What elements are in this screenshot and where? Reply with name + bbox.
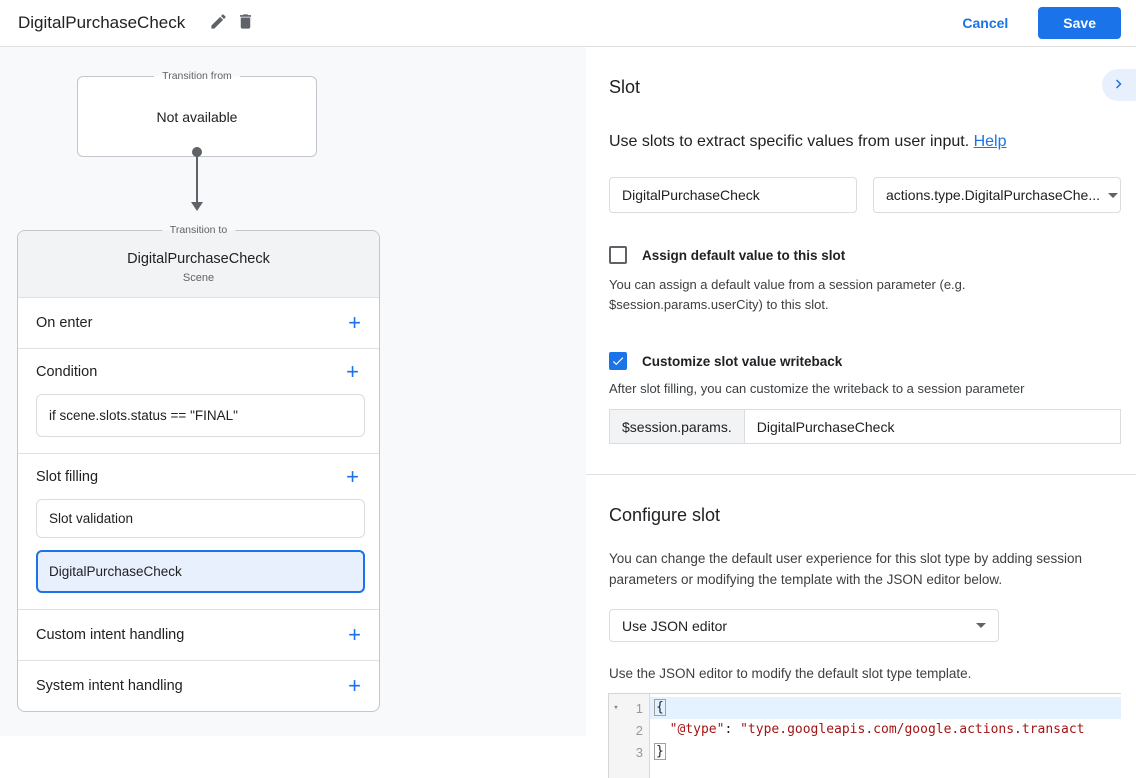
on-enter-label: On enter — [36, 315, 93, 331]
transition-from-label: Transition from — [154, 70, 240, 83]
scene-card-header[interactable] — [18, 231, 379, 298]
code-token: { — [656, 700, 664, 716]
code-line[interactable] — [650, 697, 1121, 719]
slot-name-input[interactable] — [609, 177, 857, 213]
slot-validation-item[interactable]: Slot validation — [36, 499, 365, 538]
transition-from-box — [77, 70, 317, 157]
scene-diagram-canvas — [0, 47, 586, 736]
writeback-row[interactable] — [609, 352, 1121, 370]
configure-slot-title: Configure slot — [609, 505, 721, 526]
panel-title: Slot — [609, 77, 641, 97]
slot-filling-section — [18, 454, 379, 610]
code-token-string: "type.googleapis.com/google.actions.transact — [740, 722, 1085, 738]
plus-icon: + — [346, 464, 359, 489]
on-enter-row[interactable] — [18, 298, 379, 349]
page-title: DigitalPurchaseCheck — [18, 13, 186, 32]
line-number: 2 — [635, 722, 643, 738]
scene-card — [17, 224, 380, 712]
help-link[interactable]: Help — [973, 133, 1007, 150]
code-token: } — [656, 744, 664, 760]
editor-mode-value: Use JSON editor — [622, 617, 728, 634]
trash-icon — [236, 12, 255, 34]
writeback-description: After slot filling, you can customize the writeback to a session parameter — [609, 381, 1025, 397]
scene-type-label: Scene — [182, 272, 215, 284]
line-number: 1 — [635, 700, 643, 716]
save-button[interactable]: Save — [1038, 7, 1121, 39]
transition-arrowhead-icon — [191, 202, 203, 211]
condition-label: Condition — [36, 364, 98, 380]
slot-panel — [586, 47, 1136, 760]
slot-type-value: actions.type.DigitalPurchaseChe... — [886, 187, 1100, 203]
transition-from-value: Not available — [156, 108, 238, 125]
chevron-right-icon — [1110, 75, 1128, 96]
scene-name: DigitalPurchaseCheck — [127, 251, 270, 267]
topbar — [0, 0, 1136, 47]
cancel-button[interactable]: Cancel — [962, 15, 1009, 31]
json-editor-hint: Use the JSON editor to modify the default slot type template. — [609, 666, 972, 682]
json-code-editor[interactable] — [608, 693, 1121, 778]
add-condition-button[interactable] — [340, 359, 365, 384]
writeback-label: Customize slot value writeback — [642, 353, 843, 369]
plus-icon: + — [348, 673, 361, 698]
edit-scene-button[interactable] — [205, 8, 232, 38]
writeback-checkbox[interactable] — [609, 352, 627, 370]
add-on-enter-button[interactable] — [342, 310, 367, 335]
code-token-string: "@type" — [669, 722, 725, 738]
slot-type-select[interactable] — [873, 177, 1121, 213]
assign-default-label: Assign default value to this slot — [642, 247, 846, 263]
dropdown-arrow-icon — [1108, 193, 1118, 198]
add-custom-intent-button[interactable] — [342, 622, 367, 647]
transition-arrow-line — [196, 152, 198, 202]
transition-to-label: Transition to — [162, 224, 235, 237]
code-line[interactable] — [650, 741, 1121, 763]
code-token: : — [724, 722, 741, 738]
pencil-icon — [209, 12, 228, 34]
checkmark-icon — [611, 354, 625, 368]
custom-intent-label: Custom intent handling — [36, 627, 185, 643]
editor-code-area[interactable] — [650, 694, 1121, 778]
writeback-param-field[interactable] — [609, 409, 1121, 444]
add-slot-button[interactable] — [340, 464, 365, 489]
line-number: 3 — [635, 744, 643, 760]
delete-scene-button[interactable] — [232, 8, 259, 38]
editor-mode-select[interactable] — [609, 609, 999, 642]
collapse-panel-button[interactable] — [1102, 69, 1136, 101]
slot-filling-label: Slot filling — [36, 469, 99, 485]
system-intent-label: System intent handling — [36, 678, 183, 694]
code-line[interactable] — [650, 719, 1121, 741]
session-params-prefix: $session.params. — [610, 410, 745, 443]
slot-intro-text: Use slots to extract specific values from user input. Help — [609, 133, 1007, 150]
condition-section — [18, 349, 379, 454]
condition-item[interactable]: if scene.slots.status == "FINAL" — [36, 394, 365, 437]
assign-default-checkbox[interactable] — [609, 246, 627, 264]
writeback-param-value[interactable]: DigitalPurchaseCheck — [756, 418, 895, 435]
add-system-intent-button[interactable] — [342, 673, 367, 698]
section-divider — [586, 474, 1136, 475]
configure-slot-description: You can change the default user experience for this slot type by adding session parameters or modifying the template with the JSON editor below. — [609, 551, 1083, 588]
selected-slot-item[interactable]: DigitalPurchaseCheck — [36, 550, 365, 593]
code-token — [654, 722, 670, 737]
fold-toggle-icon[interactable]: ▾ — [613, 703, 619, 714]
assign-default-row[interactable] — [609, 246, 1121, 264]
plus-icon: + — [348, 622, 361, 647]
assign-default-description: You can assign a default value from a session parameter (e.g. $session.params.userCity) to this slot. — [609, 277, 966, 313]
plus-icon: + — [348, 310, 361, 335]
plus-icon: + — [346, 359, 359, 384]
dropdown-arrow-icon — [976, 623, 986, 628]
editor-gutter — [609, 694, 650, 778]
system-intent-row[interactable] — [18, 661, 379, 711]
custom-intent-row[interactable] — [18, 610, 379, 661]
